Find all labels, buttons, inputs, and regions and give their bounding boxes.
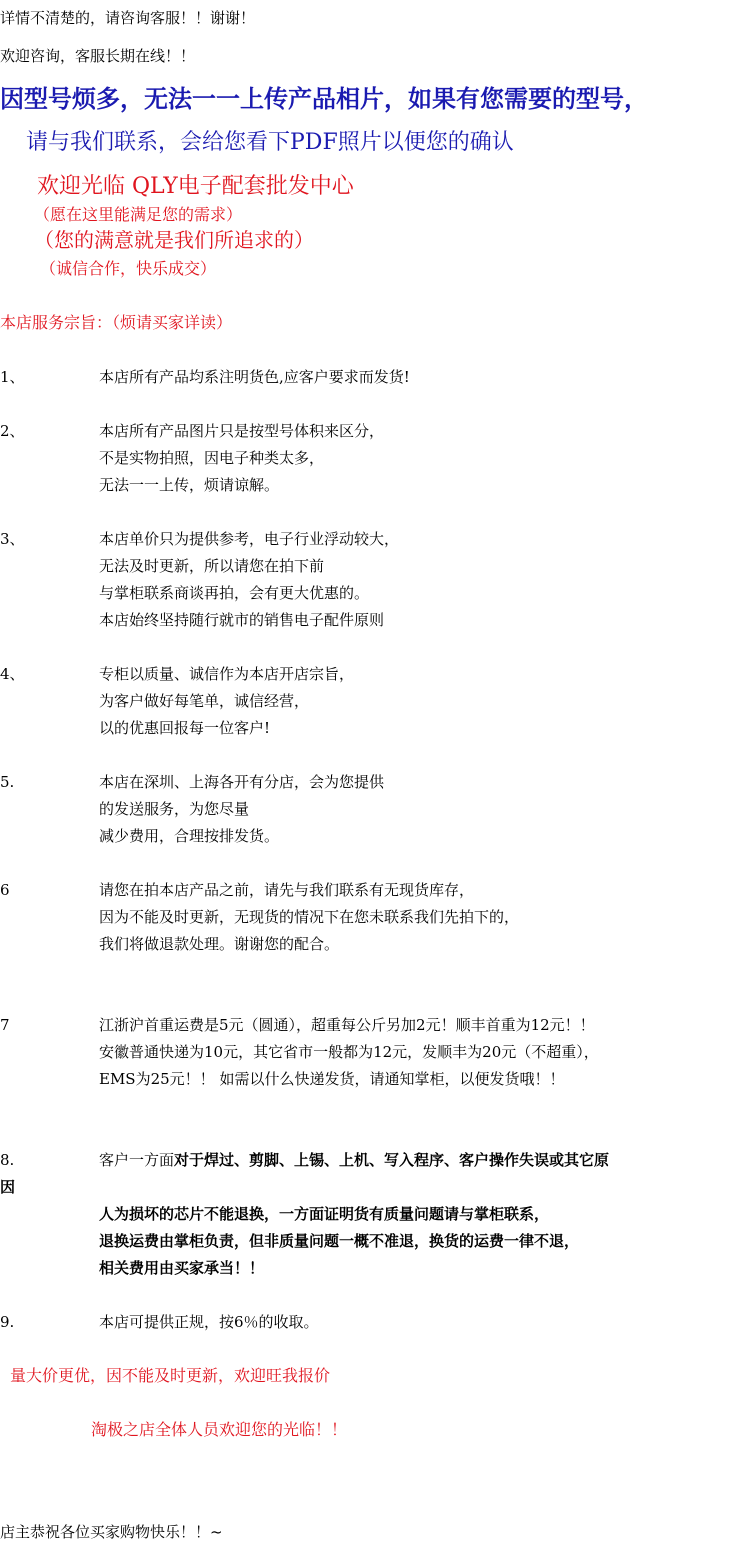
- item-3-line-4: 本店始终坚持随行就市的销售电子配件原则: [99, 611, 385, 629]
- item-2-line-1: 本店所有产品图片只是按型号体积来区分，: [99, 422, 385, 440]
- closing-line: 店主恭祝各位买家购物快乐！！~: [0, 1523, 223, 1541]
- item-8-bold-first: 对于焊过、剪脚、上锡、上机、写入程序、客户操作失误或其它原: [174, 1151, 610, 1169]
- item-8-line-3: 退换运费由掌柜负责，但非质量问题一概不准退，换货的运费一律不退，: [99, 1232, 580, 1250]
- headline-line-2: 请与我们联系，会给您看下PDF照片以便您的确认: [26, 130, 514, 155]
- item-3-line-1: 本店单价只为提供参考，电子行业浮动较大，: [99, 530, 400, 548]
- item-8-lead: 客户一方面: [99, 1151, 175, 1169]
- item-9-line-1: 本店可提供正规，按6％的收取。: [99, 1313, 319, 1331]
- item-7-line-3: EMS为25元！！ 如需以什么快递发货，请通知掌柜，以便发货哦！！: [99, 1070, 565, 1088]
- item-8-line-2: 人为损坏的芯片不能退换，一方面证明货有质量问题请与掌柜联系，: [99, 1205, 550, 1223]
- price-note: 量大价更优，因不能及时更新，欢迎旺我报价: [10, 1366, 331, 1385]
- item-number-8: 8.: [0, 1151, 15, 1169]
- item-6-line-2: 因为不能及时更新，无现货的情况下在您未联系我们先拍下的，: [99, 908, 520, 926]
- item-5-line-3: 减少费用，合理按排发货。: [99, 827, 280, 845]
- item-2-line-2: 不是实物拍照，因电子种类太多，: [99, 449, 325, 467]
- item-8-line-1: [99, 1153, 609, 1168]
- item-4-line-2: 为客户做好每笔单，诚信经营，: [99, 692, 310, 710]
- item-number-6: 6: [0, 881, 10, 899]
- item-4-line-1: 专柜以质量、诚信作为本店开店宗旨，: [99, 665, 355, 683]
- item-6-line-1: 请您在拍本店产品之前，请先与我们联系有无现货库存，: [99, 881, 475, 899]
- welcome-sub-1: （愿在这里能满足您的需求）: [34, 205, 243, 224]
- item-number-1: 1、: [0, 368, 25, 386]
- staff-welcome: 淘极之店全体人员欢迎您的光临！！: [91, 1420, 348, 1439]
- item-3-line-3: 与掌柜联系商谈再拍，会有更大优惠的。: [99, 584, 370, 602]
- item-6-line-3: 我们将做退款处理。谢谢您的配合。: [99, 935, 340, 953]
- item-4-line-3: 以的优惠回报每一位客户!: [99, 719, 271, 737]
- item-number-7: 7: [0, 1016, 10, 1034]
- item-number-3: 3、: [0, 530, 25, 548]
- item-5-line-1: 本店在深圳、上海各开有分店，会为您提供: [99, 773, 385, 791]
- welcome-sub-3: （诚信合作，快乐成交）: [40, 259, 217, 278]
- item-number-9: 9.: [0, 1313, 15, 1331]
- headline-line-1: 因型号烦多，无法一一上传产品相片，如果有您需要的型号，: [0, 85, 648, 113]
- welcome-title: 欢迎光临 QLY电子配套批发中心: [37, 174, 354, 199]
- item-number-5: 5.: [0, 773, 15, 791]
- notice-line-1: 详情不清楚的，请咨询客服！！谢谢！: [0, 9, 256, 27]
- item-8-wrap: 因: [0, 1178, 16, 1196]
- item-3-line-2: 无法及时更新，所以请您在拍下前: [99, 557, 325, 575]
- item-number-4: 4、: [0, 665, 25, 683]
- notice-line-2: 欢迎咨询，客服长期在线！！: [0, 47, 196, 65]
- item-number-2: 2、: [0, 422, 25, 440]
- item-8-line-4: 相关费用由买家承当！！: [99, 1259, 265, 1277]
- item-7-line-1: 江浙沪首重运费是5元（圆通），超重每公斤另加2元！顺丰首重为12元！！: [99, 1016, 595, 1034]
- item-1-line-1: 本店所有产品均系注明货色,应客户要求而发货!: [99, 368, 410, 386]
- service-heading: 本店服务宗旨：（烦请买家详读）: [0, 313, 233, 332]
- welcome-sub-2: （您的满意就是我们所追求的）: [34, 228, 314, 252]
- item-2-line-3: 无法一一上传，烦请谅解。: [99, 476, 280, 494]
- item-5-line-2: 的发送服务，为您尽量: [99, 800, 250, 818]
- item-7-line-2: 安徽普通快递为10元，其它省市一般都为12元，发顺丰为20元（不超重），: [99, 1043, 599, 1061]
